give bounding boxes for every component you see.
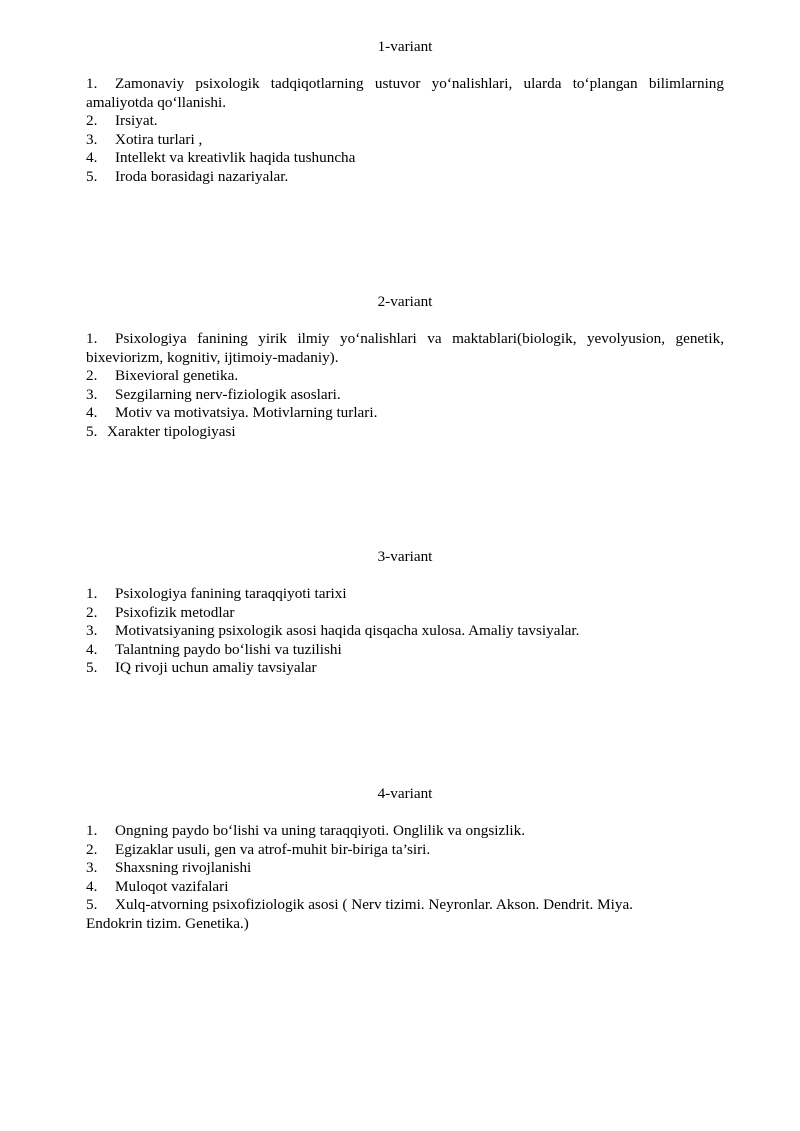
item-number: 5. <box>86 896 98 914</box>
list-item <box>86 878 724 897</box>
variant-section-4 <box>86 785 724 934</box>
list-item <box>86 822 724 841</box>
variant-title: 3-variant <box>377 548 433 565</box>
list-item <box>86 75 724 112</box>
item-text: Psixologiya fanining taraqqiyoti tarixi <box>115 585 347 602</box>
list-item <box>86 330 724 367</box>
item-number: 3. <box>86 859 98 877</box>
item-number: 4. <box>86 404 98 422</box>
variant-section-1 <box>86 38 724 187</box>
item-number: 4. <box>86 877 98 895</box>
item-number: 1. <box>86 822 98 839</box>
item-text: Xotira turlari , <box>115 130 203 148</box>
item-text: Shaxsning rivojlanishi <box>115 859 252 877</box>
list-item <box>86 841 724 860</box>
list-item <box>86 112 724 131</box>
list-item <box>86 585 724 604</box>
question-list <box>86 585 724 678</box>
item-text: Irsiyat. <box>115 112 158 130</box>
item-number: 2. <box>86 367 98 385</box>
list-item <box>86 386 724 405</box>
item-text: Psixologiya fanining yirik ilmiy yo‘nalishlari va maktablari(biologik, yevolyusion, genetik, bixeviorizm, kognitiv, ijtimoiy-madaniy). <box>86 330 724 366</box>
item-text: Ongning paydo bo‘lishi va uning taraqqiyoti. Onglilik va ongsizlik. <box>115 822 526 839</box>
item-number: 2. <box>86 112 98 130</box>
item-number: 1. <box>86 75 98 92</box>
variant-section-3 <box>86 548 724 678</box>
item-number: 1. <box>86 330 98 347</box>
variant-title: 1-variant <box>377 38 433 55</box>
item-number: 5. <box>86 167 98 185</box>
item-number: 5. <box>86 422 98 440</box>
item-text: Egizaklar usuli, gen va atrof-muhit bir-biriga ta’siri. <box>115 840 431 858</box>
item-text: Zamonaviy psixologik tadqiqotlarning ustuvor yo‘nalishlari, ularda to‘plangan bilimlarning amaliyotda qo‘llanishi. <box>86 75 724 111</box>
item-text: Intellekt va kreativlik haqida tushuncha <box>115 149 356 167</box>
item-text: Bixevioral genetika. <box>115 367 239 385</box>
list-item <box>86 423 724 442</box>
item-number: 2. <box>86 603 98 621</box>
variant-title: 2-variant <box>377 293 433 310</box>
item-text: Motiv va motivatsiya. Motivlarning turlari. <box>115 404 378 422</box>
list-item <box>86 622 724 641</box>
list-item <box>86 859 724 878</box>
list-item <box>86 404 724 423</box>
item-number: 4. <box>86 640 98 658</box>
list-item <box>86 641 724 660</box>
variant-title: 4-variant <box>377 785 433 802</box>
list-item <box>86 168 724 187</box>
question-list <box>86 822 724 934</box>
list-item <box>86 659 724 678</box>
item-number: 3. <box>86 130 98 148</box>
item-number: 4. <box>86 149 98 167</box>
item-text: Muloqot vazifalari <box>115 877 229 895</box>
item-text: Motivatsiyaning psixologik asosi haqida qisqacha xulosa. Amaliy tavsiyalar. <box>115 622 580 640</box>
item-text: IQ rivoji uchun amaliy tavsiyalar <box>115 659 317 677</box>
question-list <box>86 75 724 187</box>
item-number: 3. <box>86 385 98 403</box>
item-text: Sezgilarning nerv-fiziologik asoslari. <box>115 385 341 403</box>
list-item <box>86 367 724 386</box>
item-number: 1. <box>86 585 98 602</box>
list-item <box>86 131 724 150</box>
item-text: Iroda borasidagi nazariyalar. <box>115 167 289 185</box>
question-list <box>86 330 724 442</box>
item-text: Xulq-atvorning psixofiziologik asosi ( Nerv tizimi. Neyronlar. Akson. Dendrit. Miya. Endokrin tizim. Genetika.) <box>86 896 633 932</box>
variant-section-2 <box>86 293 724 442</box>
list-item <box>86 604 724 623</box>
item-text: Xarakter tipologiyasi <box>107 422 236 440</box>
list-item <box>86 896 676 933</box>
item-text: Talantning paydo bo‘lishi va tuzilishi <box>115 640 342 658</box>
item-number: 2. <box>86 840 98 858</box>
item-number: 5. <box>86 659 98 677</box>
list-item <box>86 149 724 168</box>
item-text: Psixofizik metodlar <box>115 603 235 621</box>
item-number: 3. <box>86 622 98 640</box>
